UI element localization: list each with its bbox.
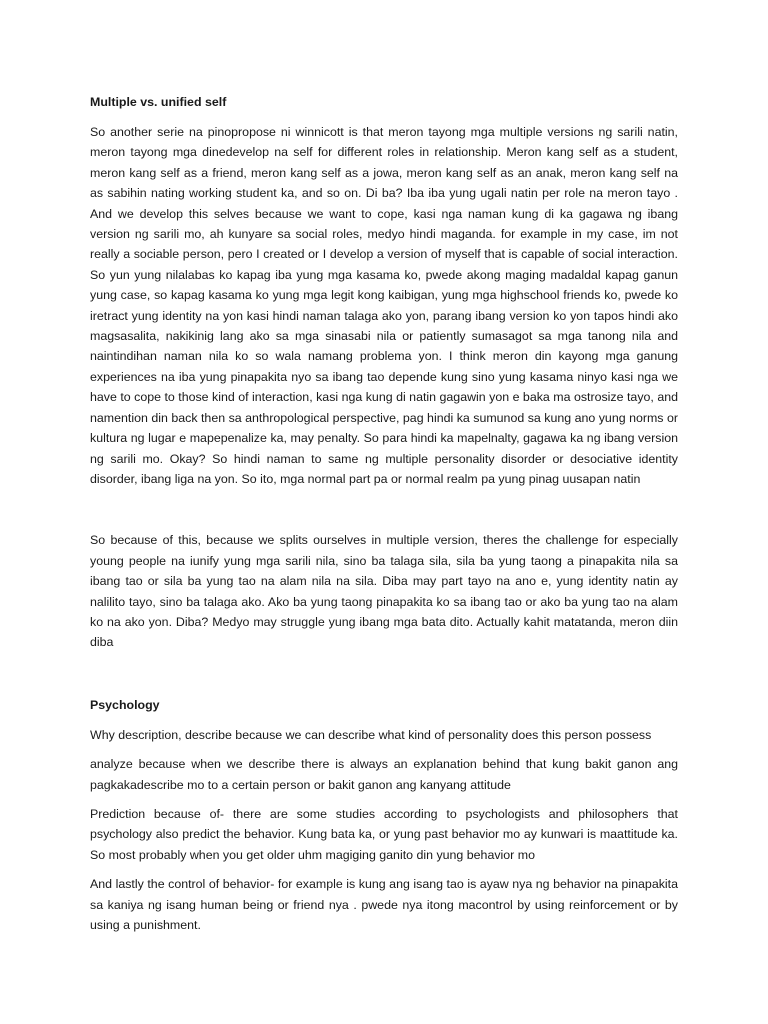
spacer [90,662,678,695]
paragraph-prediction: Prediction because of- there are some studies according to psychologists and philosophers that psychology also predict the behavior. Kung bata ka, or yung past behavior mo ay kunwari is maattitude ka. So most probably when you get older uhm magiging ganito din yung behavior mo [90,806,678,862]
paragraph-unify-selves: So because of this, because we splits ourselves in multiple version, theres the challenge for especially young people na iunify yung mga sarili nila, sino ba talaga sila, sila ba yung taong a pinapakita nila sa ibang tao or sila ba yung tao na alam nila na sila. Diba may part tayo na ano e, yung identity natin ay nalilito tayo, sino ba talaga ako. Ako ba yung taong pinapakita ko sa ibang tao or ako ba yung tao na alam ko na ako yon. Diba? Medyo may struggle yung ibang mga bata dito. Actually kahit matatanda, meron diin diba [90,533,678,650]
paragraph-control: And lastly the control of behavior- for example is kung ang isang tao is ayaw nya ng behavior na pinapakita sa kaniya ng isang human being or friend nya . pwede nya itong macontrol by using reinforcement or by using a punishment. [90,877,678,932]
paragraph-description: Why description, describe because we can describe what kind of personality does this person possess [90,727,652,742]
section-heading-multiple-vs-unified-self: Multiple vs. unified self [90,95,227,109]
spacer [90,498,678,530]
paragraph-multiple-selves: So another serie na pinopropose ni winnicott is that meron tayong mga multiple versions ng sarili natin, meron tayong mga dinedevelop na self for different roles in relationship. Meron kang self as a student, meron kang self as a friend, meron kang self as a jowa, meron kang self as an anak, meron kang self na as sabihin nating working student ka, and so on. Di ba? Iba iba yung ugali natin per role na meron tayo . And we develop this selves because we want to cope, kasi nga naman kung di ka gagawa ng ibang version ng sarili mo, ah kunyare sa social roles, medyo hindi maganda. for example in my case, im not really a sociable person, pero I created or I develop a version of myself that is capable of social interaction. So yun yung nilalabas ko kapag iba yung mga kasama ko, pwede akong maging madaldal kapag ganun yung case, so kapag kasama ko yung mga legit kong kaibigan, yung mga highschool friends ko, pwede ko iretract yung identity na yon kasi hindi naman talaga ako yon, parang ibang version ko yon tapos hindi ako magsasalita, nakikinig lang ako sa mga sinasabi nila or patiently sumasagot sa mga tanong nila and naintindihan naman nila ko so wala namang problema yon. I think meron din kayong mga ganung experiences na iba yung pinapakita nyo sa ibang tao depende kung sino yung kasama ninyo kasi nga we have to cope to those kind of interaction, kasi nga kung di natin gagawin yon e baka ma ostrosize tayo, and namention din back then sa anthropological perspective, pag hindi ka sumunod sa kung ano yung norms or kultura ng lugar e mapepenalize ka, may penalty. So para hindi ka mapelnalty, gagawa ka ng ibang version ng sarili mo. Okay? So hindi naman to same ng multiple personality disorder or desociative identity disorder, ibang liga na yon. So ito, mga normal part pa or normal realm pa yung pinag uusapan natin [90,125,678,486]
paragraph-analyze: analyze because when we describe there is always an explanation behind that kung bakit ganon ang pagkakadescribe mo to a certain person or bakit ganon ang kanyang attitude [90,757,678,792]
section-heading-psychology: Psychology [90,697,160,712]
